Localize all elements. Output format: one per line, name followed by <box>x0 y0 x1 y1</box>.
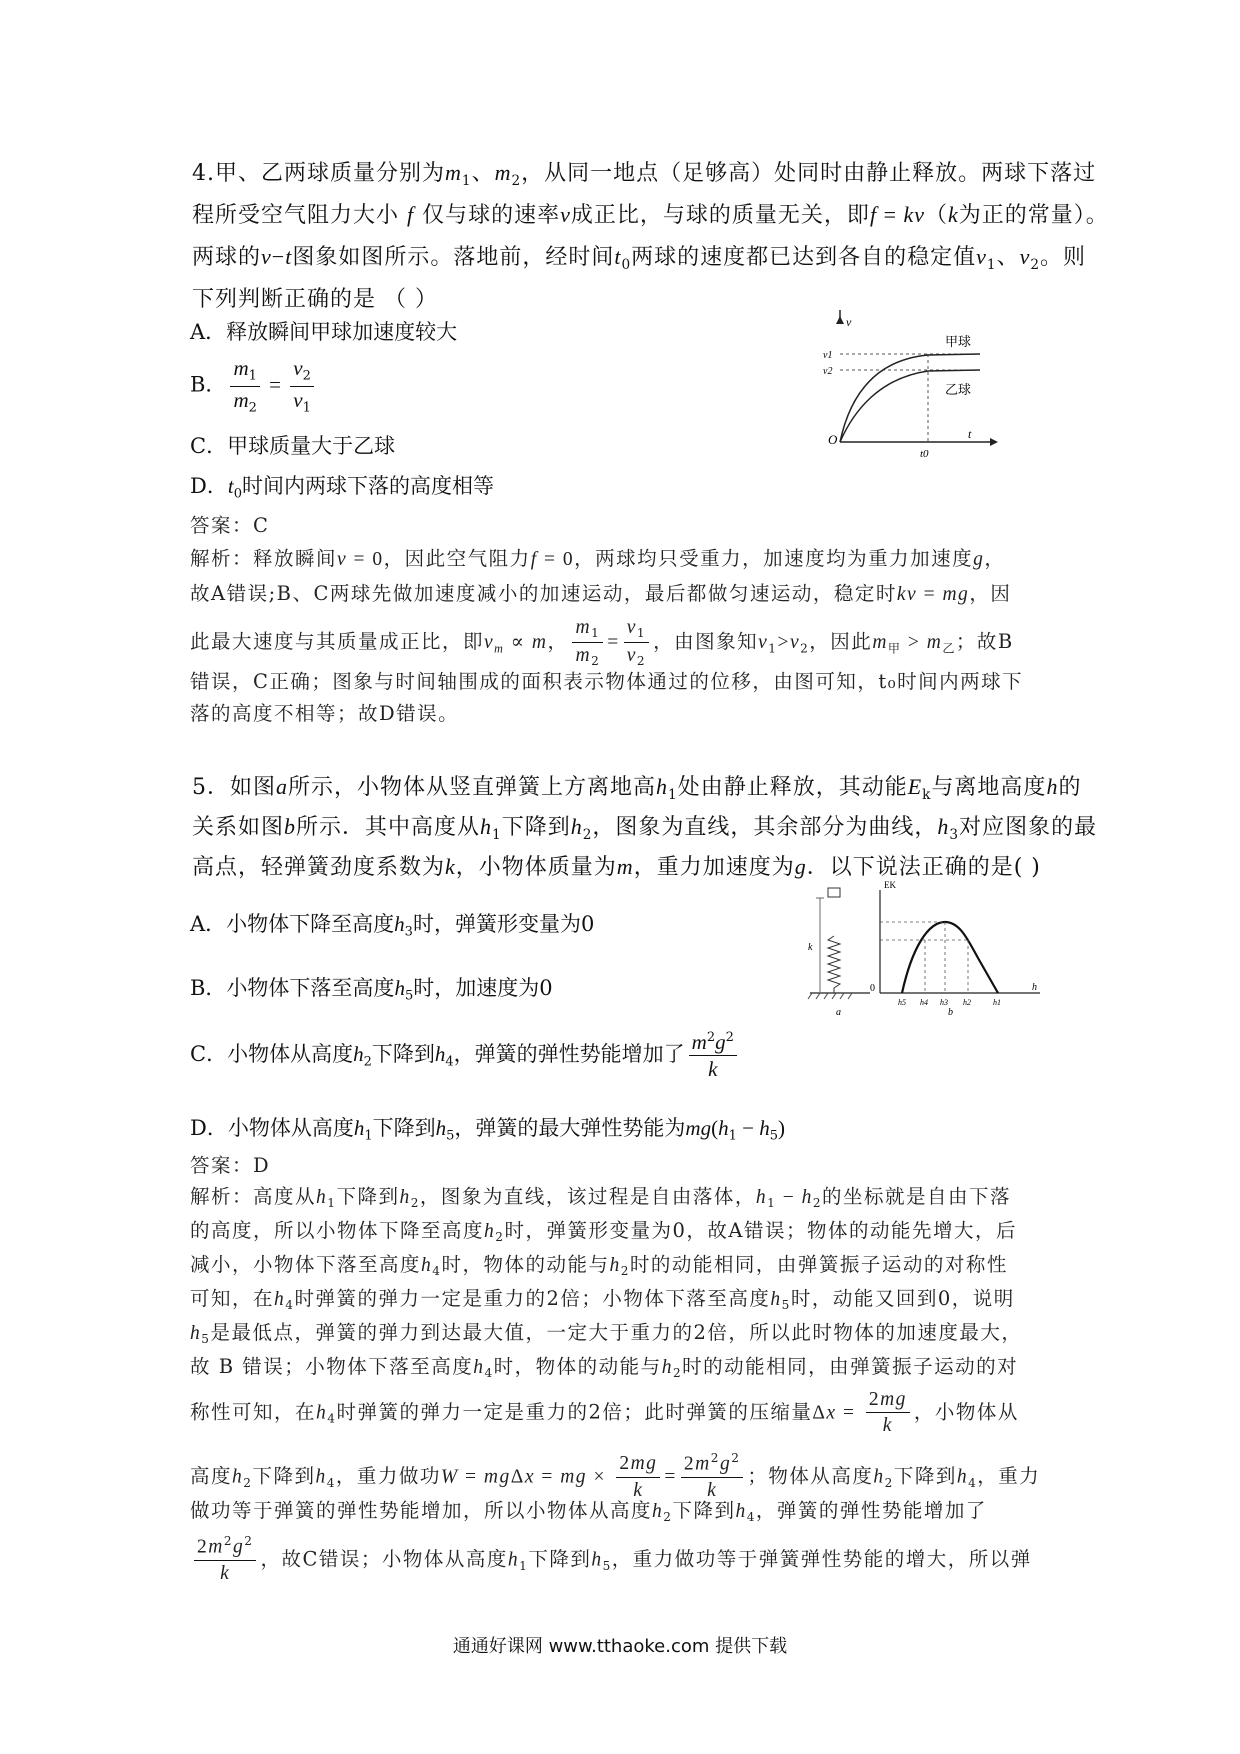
q5-explanation-8: 高度$h_2$下降到$h_4$，重力做功W = mgΔx = mg × $\frac{2mg}{k}$ = $\frac{2m^2g^2}{k}$ ；物体从高度$h_2$下降到$h_4$，重力 <box>190 1451 1041 1501</box>
q4-explanation-5: 落的高度不相等；故D错误。 <box>190 702 460 725</box>
q5-explanation-3: 减小，小物体下落至高度$h_4$时，物体的动能与$h_2$时的动能相同，由弹簧振子运动的对称性 <box>190 1253 1008 1279</box>
block-icon <box>828 888 840 897</box>
t-axis-arrow-icon <box>990 438 998 446</box>
label-yi: 乙球 <box>945 383 972 398</box>
q4-option-c: C．甲球质量大于乙球 <box>190 434 396 458</box>
q5-option-b: B．小物体下落至高度$h_5$时，加速度为0 <box>190 976 553 1004</box>
tick-h1: h1 <box>993 998 1001 1007</box>
q4-option-a: A．释放瞬间甲球加速度较大 <box>190 320 458 344</box>
q5-option-d: D．小物体从高度$h_1$下降到$h_5$，弹簧的最大弹性势能为$mg(h_1 - h_5)$ <box>190 1116 785 1144</box>
q5-explanation-9: 做功等于弹簧的弹性势能增加，所以小物体从高度$h_2$下降到$h_4$，弹簧的弹性势能增加了 <box>190 1499 987 1525</box>
tick-h3: h3 <box>940 998 948 1007</box>
q5-explanation-4: 可知，在$h_4$时弹簧的弹力一定是重力的2倍；小物体下落至高度$h_5$时，动能又回到0，说明 <box>190 1287 1015 1313</box>
figure-b-ek-graph <box>870 880 1040 1018</box>
q5-explanation-2: 的高度，所以小物体下降至高度$h_2$时，弹簧形变量为0，故A错误；物体的动能先增大，后 <box>190 1219 1017 1245</box>
q5-option-a: A．小物体下降至高度$h_3$时，弹簧形变量为0 <box>190 912 595 940</box>
axis-v-label: v <box>846 315 852 329</box>
q4-option-b: B． $\frac{m_1}{m_2}$ = $\frac{v_2}{v_1}$ <box>190 356 318 416</box>
tick-h2: h2 <box>963 998 971 1007</box>
q5-line-2: 关系如图b所示．其中高度从$h_1$下降到$h_2$，图象为直线，其余部分为曲线，$h_3$对应图象的最 <box>192 814 1098 843</box>
v1-label: v1 <box>823 350 833 361</box>
q5-option-c: C．小物体从高度$h_2$下降到$h_4$，弹簧的弹性势能增加了 $\frac{m^2g^2}{k}$ <box>190 1030 741 1081</box>
q5-explanation-10: $\frac{2m^2g^2}{k}$ ，故C错误；小物体从高度$h_1$下降到$h_5$，重力做功等于弹簧弹性势能的增大，所以弹 <box>190 1535 1032 1585</box>
q5-explanation-1: 解析：高度从$h_1$下降到$h_2$，图象为直线，该过程是自由落体，$h_1 - h_2$的坐标就是自由下落 <box>190 1185 1012 1211</box>
q4-vt-graph <box>820 310 1000 460</box>
q5-explanation-6: 故 B 错误；小物体下落至高度$h_4$时，物体的动能与$h_2$时的动能相同，由弹簧振子运动的对 <box>190 1355 1019 1381</box>
q4-line-4: 下列判断正确的是 （ ） <box>192 287 438 312</box>
v-axis-arrow-icon <box>836 316 844 324</box>
q5-line-3: 高点，轻弹簧劲度系数为k，小物体质量为m，重力加速度为g．以下说法正确的是( ) <box>192 854 1041 880</box>
q4-line-2: 程所受空气阻力大小 f 仅与球的速率v成正比，与球的质量无关，即f = kv（k为正的常量）。 <box>192 202 1109 228</box>
q4-explanation-4: 错误，C正确；图象与时间轴围成的面积表示物体通过的位移，由图可知，t₀时间内两球下 <box>190 670 1024 693</box>
label-b: b <box>948 1007 953 1018</box>
curve-jia <box>840 354 980 442</box>
spring-icon <box>828 936 840 993</box>
origin-label: 0 <box>870 983 875 994</box>
axis-t-label: t <box>968 427 972 441</box>
curve-yi <box>840 370 980 442</box>
v2-label: v2 <box>823 366 833 377</box>
axis-ek-label: EK <box>884 880 896 890</box>
q4-answer: 答案：C <box>190 514 270 537</box>
tick-h5: h5 <box>898 998 906 1007</box>
figure-a-spring <box>808 888 870 1018</box>
q5-explanation-7: 称性可知，在$h_4$时弹簧的弹力一定是重力的2倍；此时弹簧的压缩量Δx = $\frac{2mg}{k}$ ，小物体从 <box>190 1389 1019 1437</box>
ek-curve <box>902 922 998 993</box>
label-k: k <box>808 942 813 953</box>
label-jia: 甲球 <box>945 335 972 350</box>
q4-explanation-3: 此最大速度与其质量成正比，即$v_m \propto m$， $\frac{m_1}{m_2}$ = $\frac{v_1}{v_2}$ ，由图象知$v_1>v_2$，因此$m_甲 > m_乙$；故B <box>190 617 1014 669</box>
q4-explanation-1: 解析：释放瞬间v = 0，因此空气阻力f = 0，两球均只受重力，加速度均为重力加速度g， <box>190 547 1006 570</box>
page-footer: 通通好课网 www.tthaoke.com 提供下载 <box>452 1636 788 1657</box>
axis-h-label: h <box>1032 982 1037 993</box>
q4-line-3: 两球的v−t图象如图所示。落地前，经时间$t_0$两球的速度都已达到各自的稳定值$v_1$、$v_2$。则 <box>192 244 1087 273</box>
origin-label: O <box>828 432 838 447</box>
q5-explanation-5: $h_5$是最低点，弹簧的弹力到达最大值，一定大于重力的2倍，所以此时物体的加速度最大， <box>190 1321 1023 1347</box>
q4-option-d: D．$t_0$时间内两球下落的高度相等 <box>190 474 494 502</box>
q4-line-1: 4.甲、乙两球质量分别为$m_1$、$m_2$，从同一地点（足够高）处同时由静止释放。两球下落过 <box>192 160 1097 189</box>
t0-label: t0 <box>920 448 929 460</box>
tick-h4: h4 <box>920 998 928 1007</box>
q5-line-1: 5．如图a所示，小物体从竖直弹簧上方离地高$h_1$处由静止释放，其动能$E_k$与离地高度h的 <box>192 774 1082 803</box>
label-a: a <box>836 1007 841 1018</box>
q4-explanation-2: 故A错误;B、C两球先做加速度减小的加速运动，最后都做匀速运动，稳定时kv = mg，因 <box>190 582 1012 605</box>
q5-answer: 答案：D <box>190 1154 271 1177</box>
q5-figures <box>800 878 1050 1028</box>
